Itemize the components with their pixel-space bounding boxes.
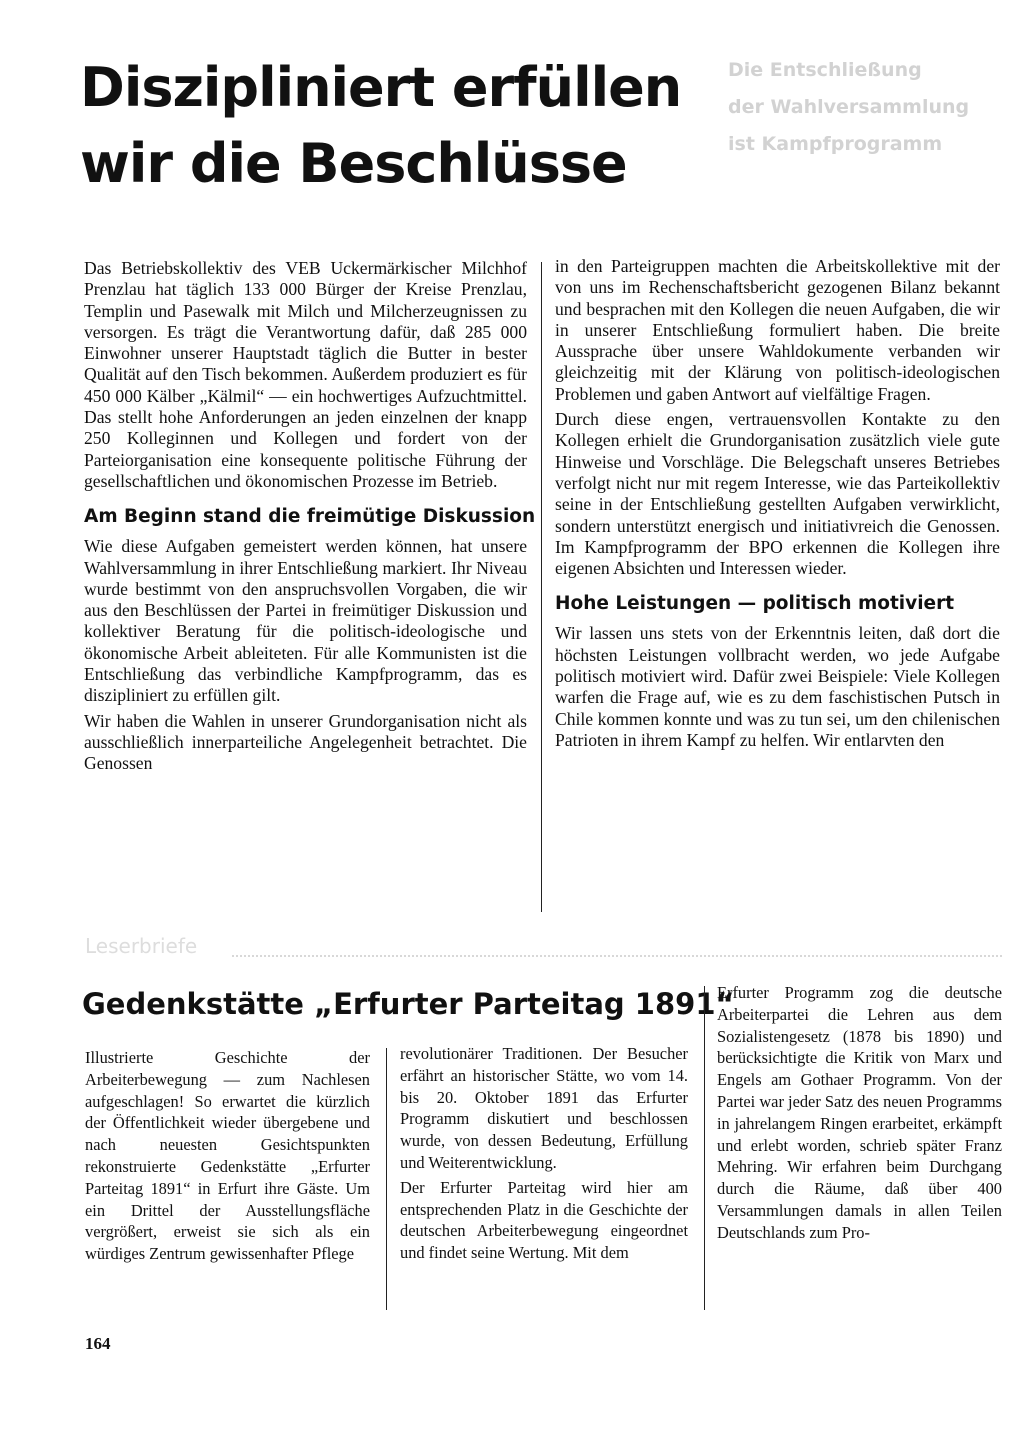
column-divider	[541, 262, 542, 912]
article-subheading: Hohe Leistungen — politisch motiviert	[555, 593, 955, 615]
article-subheading: Am Beginn stand die freimütige Diskussion	[84, 506, 536, 528]
column-divider	[386, 1048, 387, 1310]
kicker-line: der Wahlversammlung	[728, 96, 970, 118]
article-paragraph: Durch diese engen, vertrauensvollen Kontakte zu den Kollegen erhielt die Grundorganisation zusätzlich viele gute Hinweise und Vorschläge. Die Belegschaft unseres Betriebes verfolgt nicht nur mit regem Interesse, wie das Parteikollektiv seine in der Entschließung gestellten Aufgaben verwirklicht, sondern unterstützt energisch und initiativreich die Genossen. Im Kampfprogramm der BPO erkennen die Kollegen ihre eigenen Absichten und Interessen wieder.	[555, 409, 1000, 579]
article-paragraph: Wir lassen uns stets von der Erkenntnis leiten, daß dort die höchsten Leistungen vollbracht werden, wo jede Aufgabe politisch motiviert wird. Dafür zwei Beispiele: Viele Kollegen warfen die Frage auf, wie es zu dem faschistischen Putsch in Chile kommen konnte und was zu tun sei, um den chilenischen Patrioten in ihrem Kampf zu helfen. Wir entlarvten den	[555, 623, 1000, 750]
article-paragraph: Das Betriebskollektiv des VEB Uckermärkischer Milchhof Prenzlau hat täglich 133 000 Bürger der Kreise Prenzlau, Templin und Pasewalk mit Milch und Milcherzeugnissen zu versorgen. Es trägt die Verantwortung dafür, daß 285 000 Einwohner unserer Hauptstadt täglich die Butter in bester Qualität auf den Tisch bekommen. Außerdem produziert es für 450 000 Kälber „Kälmil“ — ein hochwertiges Aufzuchtmittel. Das stellt hohe Anforderungen an jeden einzelnen der knapp 250 Kolleginnen und Kollegen und fordert von der Parteiorganisation eine konsequente politische Führung der gesellschaftlichen und ökonomischen Prozesse im Betrieb.	[84, 258, 527, 491]
letter-paragraph: Illustrierte Geschichte der Arbeiterbewegung — zum Nachlesen aufgeschlagen! So erwartet die kürzlich der Öffentlichkeit wieder übergebene und nach neuesten Gesichtspunkten rekonstruierte Gedenkstätte „Erfurter Parteitag 1891“ in Erfurt ihre Gäste. Um ein Drittel der Ausstellungsfläche vergrößert, erweist sie sich als ein würdiges Zentrum gewissenhafter Pflege	[85, 1048, 370, 1264]
article-paragraph: Wir haben die Wahlen in unserer Grundorganisation nicht als ausschließlich innerparteiliche Angelegenheit betrachtet. Die Genossen	[84, 710, 527, 774]
section-label: Leserbriefe	[85, 934, 198, 958]
kicker-line: ist Kampfprogramm	[728, 133, 943, 155]
article-column-1	[84, 258, 536, 779]
article-column-2	[555, 256, 1000, 755]
letter-paragraph: revolutionärer Traditionen. Der Besucher erfährt an historischer Stätte, wo vom 14. bis 20. Oktober 1891 das Erfurter Programm diskutiert und beschlossen wurde, von dessen Bedeutung, Erfüllung und Weiterentwicklung.	[400, 1044, 688, 1172]
letter-column-2	[400, 1043, 688, 1267]
letter-column-3	[717, 982, 1002, 1247]
article-paragraph: Wie diese Aufgaben gemeistert werden können, hat unsere Wahlversammlung in ihrer Entschließung markiert. Ihr Niveau wurde bestimmt von den anspruchsvollen Vorgaben, die wir aus den Beschlüssen der Partei in freimütiger Diskussion und kollektiver Beratung für die politisch-ideologische und ökonomische Arbeit ableiteten. Für alle Kommunisten ist die Entschließung das verbindliche Kampfprogramm, das es diszipliniert zu erfüllen gilt.	[84, 536, 527, 706]
article-kicker	[728, 52, 1018, 163]
page-number: 164	[85, 1334, 111, 1353]
letter-column-1	[85, 1047, 370, 1268]
letter-paragraph: Der Erfurter Parteitag wird hier am entsprechenden Platz in die Geschichte der deutschen Arbeiterbewegung eingeordnet und findet seine Wertung. Mit dem	[400, 1177, 688, 1263]
article-headline: Diszipliniert erfüllen wir die Beschlüsse	[80, 56, 682, 195]
article-paragraph: in den Parteigruppen machten die Arbeitskollektive mit der von uns im Rechenschaftsbericht gezogenen Bilanz bekannt und besprachen mit den Kollegen die neuen Aufgaben, die wir in unserer Entschließung formuliert haben. Die breite Aussprache über unsere Wahldokumente verbanden wir gleichzeitig mit der Klärung von politisch-ideologischen Problemen und gaben Antwort auf vielfältige Fragen.	[555, 256, 1000, 404]
kicker-line: Die Entschließung	[728, 59, 922, 81]
section-rule	[232, 955, 1002, 957]
letter-headline: Gedenkstätte „Erfurter Parteitag 1891“	[82, 987, 735, 1021]
letter-paragraph: Erfurter Programm zog die deutsche Arbeiterpartei die Lehren aus dem Sozialistengesetz (1878 bis 1890) und berücksichtigte die Kritik von Marx und Engels am Gothaer Programm. Von der Partei war jeder Satz des neuen Programms in jahrelangem Ringen erarbeitet, erkämpft und erlebt worden, schrieb später Franz Mehring. Wir erfahren beim Durchgang durch die Räume, daß über 400 Versammlungen damals in allen Teilen Deutschlands zum Pro-	[717, 983, 1002, 1242]
column-divider	[704, 986, 705, 1310]
